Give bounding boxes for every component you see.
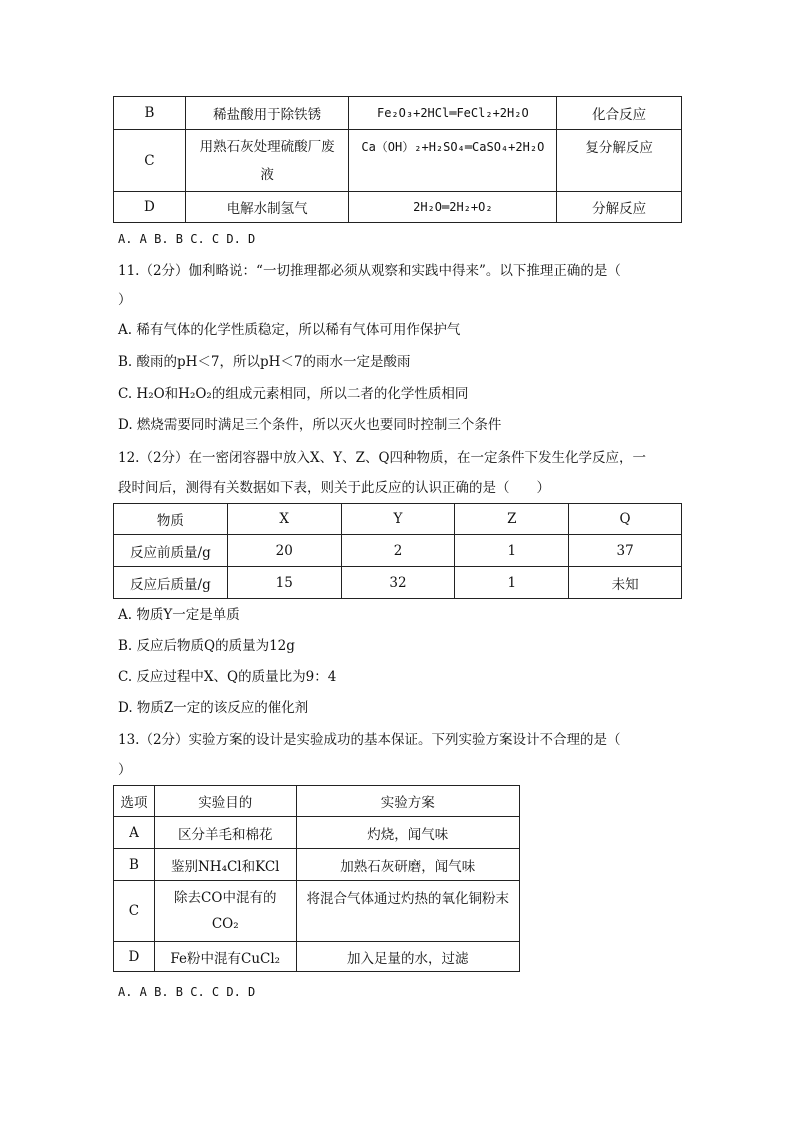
- q12-option-a: A. 物质Y一定是单质: [118, 607, 240, 623]
- purpose-cell: 区分羊毛和棉花: [154, 817, 296, 849]
- q12-stem-line-1: 12.（2分）在一密闭容器中放入X、Y、Z、Q四种物质，在一定条件下发生化学反应，一: [118, 450, 647, 466]
- option-cell: D: [114, 942, 155, 972]
- mass-table: [113, 503, 682, 599]
- q11-stem-line-1: 11.（2分）伽利略说：“一切推理都必须从观察和实践中得来”。以下推理正确的是（: [118, 263, 621, 279]
- purpose-line-2: CO₂: [211, 916, 239, 932]
- purpose-cell: 电解水制氢气: [185, 192, 349, 223]
- value-cell: 2: [341, 535, 455, 567]
- table-header-row: [114, 504, 682, 535]
- header-cell: Y: [341, 504, 455, 535]
- q12-option-d: D. 物质Z一定的该反应的催化剂: [118, 700, 309, 716]
- table-header-row: [114, 786, 520, 817]
- value-cell: 37: [569, 535, 682, 567]
- q12-stem-line-2: 段时间后，测得有关数据如下表，则关于此反应的认识正确的是（ ）: [118, 480, 550, 496]
- plan-cell: 加熟石灰研磨，闻气味: [296, 849, 519, 881]
- answer-options: A. A B. B C. C D. D: [118, 232, 256, 246]
- reaction-type-cell: 复分解反应: [557, 130, 682, 192]
- q11-option-c: C. H₂O和H₂O₂的组成元素相同，所以二者的化学性质相同: [118, 386, 469, 402]
- purpose-cell: Fe粉中混有CuCl₂: [154, 942, 296, 972]
- answer-options: A. A B. B C. C D. D: [118, 985, 256, 999]
- table-row: [114, 192, 682, 223]
- option-cell: C: [114, 130, 186, 192]
- value-cell: 1: [455, 567, 569, 599]
- equation-cell: Ca（OH）₂+H₂SO₄═CaSO₄+2H₂O: [349, 130, 557, 192]
- purpose-cell: [185, 130, 349, 192]
- q11-option-a: A. 稀有气体的化学性质稳定，所以稀有气体可用作保护气: [118, 322, 461, 338]
- experiment-table: [113, 785, 520, 972]
- q13-stem-line-2: ）: [118, 762, 132, 778]
- value-cell: 20: [227, 535, 341, 567]
- value-cell: 未知: [569, 567, 682, 599]
- table-row: [114, 535, 682, 567]
- q12-option-b: B. 反应后物质Q的质量为12g: [118, 638, 295, 654]
- row-label-cell: 反应前质量/g: [114, 535, 228, 567]
- row-label-cell: 反应后质量/g: [114, 567, 228, 599]
- table-row: [114, 567, 682, 599]
- q12-option-c: C. 反应过程中X、Q的质量比为9：4: [118, 669, 337, 685]
- purpose-cell: [154, 881, 296, 942]
- reaction-type-cell: 化合反应: [557, 97, 682, 130]
- q11-option-b: B. 酸雨的pH＜7，所以pH＜7的雨水一定是酸雨: [118, 354, 411, 370]
- table-row: [114, 849, 520, 881]
- option-cell: C: [114, 881, 155, 942]
- header-cell: Z: [455, 504, 569, 535]
- q13-stem-line-1: 13.（2分）实验方案的设计是实验成功的基本保证。下列实验方案设计不合理的是（: [118, 732, 621, 748]
- option-cell: D: [114, 192, 186, 223]
- equation-cell: 2H₂O═2H₂+O₂: [349, 192, 557, 223]
- header-cell: 实验方案: [296, 786, 519, 817]
- q11-option-d: D. 燃烧需要同时满足三个条件，所以灭火也要同时控制三个条件: [118, 417, 502, 433]
- option-cell: B: [114, 97, 186, 130]
- purpose-cell: 稀盐酸用于除铁锈: [185, 97, 349, 130]
- q11-stem-line-2: ）: [118, 292, 132, 308]
- table-row: [114, 97, 682, 130]
- reaction-table: [113, 96, 682, 223]
- table-row: [114, 942, 520, 972]
- header-cell: 实验目的: [154, 786, 296, 817]
- option-cell: B: [114, 849, 155, 881]
- plan-cell: 灼烧，闻气味: [296, 817, 519, 849]
- table-row: [114, 881, 520, 942]
- table-row: [114, 130, 682, 192]
- value-cell: 32: [341, 567, 455, 599]
- plan-cell: 将混合气体通过灼热的氧化铜粉末: [296, 881, 519, 942]
- table-row: [114, 817, 520, 849]
- header-cell: 物质: [114, 504, 228, 535]
- plan-cell: 加入足量的水，过滤: [296, 942, 519, 972]
- header-cell: Q: [569, 504, 682, 535]
- value-cell: 1: [455, 535, 569, 567]
- equation-cell: Fe₂O₃+2HCl═FeCl₂+2H₂O: [349, 97, 557, 130]
- purpose-line-2: 液: [260, 166, 274, 183]
- purpose-line-1: 除去CO中混有的: [174, 890, 277, 906]
- header-cell: X: [227, 504, 341, 535]
- purpose-line-1: 用熟石灰处理硫酸厂废: [199, 138, 335, 155]
- reaction-type-cell: 分解反应: [557, 192, 682, 223]
- option-cell: A: [114, 817, 155, 849]
- header-cell: 选项: [114, 786, 155, 817]
- purpose-cell: 鉴别NH₄Cl和KCl: [154, 849, 296, 881]
- value-cell: 15: [227, 567, 341, 599]
